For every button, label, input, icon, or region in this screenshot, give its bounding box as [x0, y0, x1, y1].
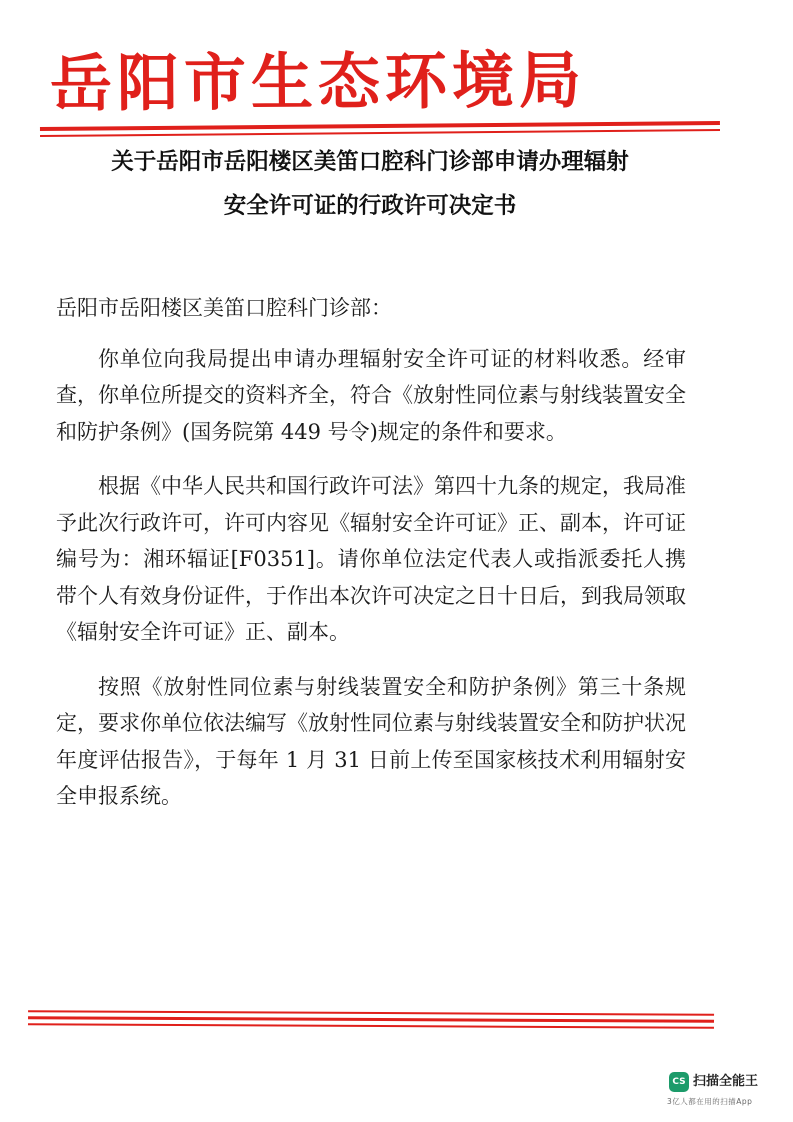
agency-masthead: 岳阳市生态环境局: [49, 43, 587, 121]
watermark-slogan: 3亿人都在用的扫描App: [667, 1097, 753, 1106]
footer-red-rule: [28, 1010, 714, 1036]
document-body: [56, 290, 686, 833]
paragraph-license-grant: 根据《中华人民共和国行政许可法》第四十九条的规定，我局准予此次行政许可，许可内容见《辐射安全许可证》正、副本，许可证编号为：湘环辐证[F0351]。请你单位法定代表人或指派委托人携带个人有效身份证件，于作出本次许可决定之日十日后，到我局领取《辐射安全许可证》正、副本。: [56, 474, 686, 644]
document-title-line-2: 安全许可证的行政许可决定书: [223, 193, 517, 219]
document-title-line-1: 关于岳阳市岳阳楼区美笛口腔科门诊部申请办理辐射: [111, 149, 629, 175]
watermark-app-name: 扫描全能王: [693, 1074, 759, 1089]
masthead-red-rule: [40, 121, 720, 141]
paragraph-annual-report: 按照《放射性同位素与射线装置安全和防护条例》第三十条规定，要求你单位依法编写《放射性同位素与射线装置安全和防护状况年度评估报告》，于每年 1 月 31 日前上传至国家核技术利用辐射安全申报系统。: [56, 674, 686, 808]
scanner-app-watermark: [667, 1068, 779, 1112]
paragraph-application-review: 你单位向我局提出申请办理辐射安全许可证的材料收悉。经审查，你单位所提交的资料齐全，符合《放射性同位素与射线装置安全和防护条例》(国务院第 449 号令)规定的条件和要求。: [56, 346, 686, 444]
salutation: 岳阳市岳阳楼区美笛口腔科门诊部：: [56, 296, 392, 320]
camscanner-logo-icon: CS: [669, 1072, 689, 1092]
